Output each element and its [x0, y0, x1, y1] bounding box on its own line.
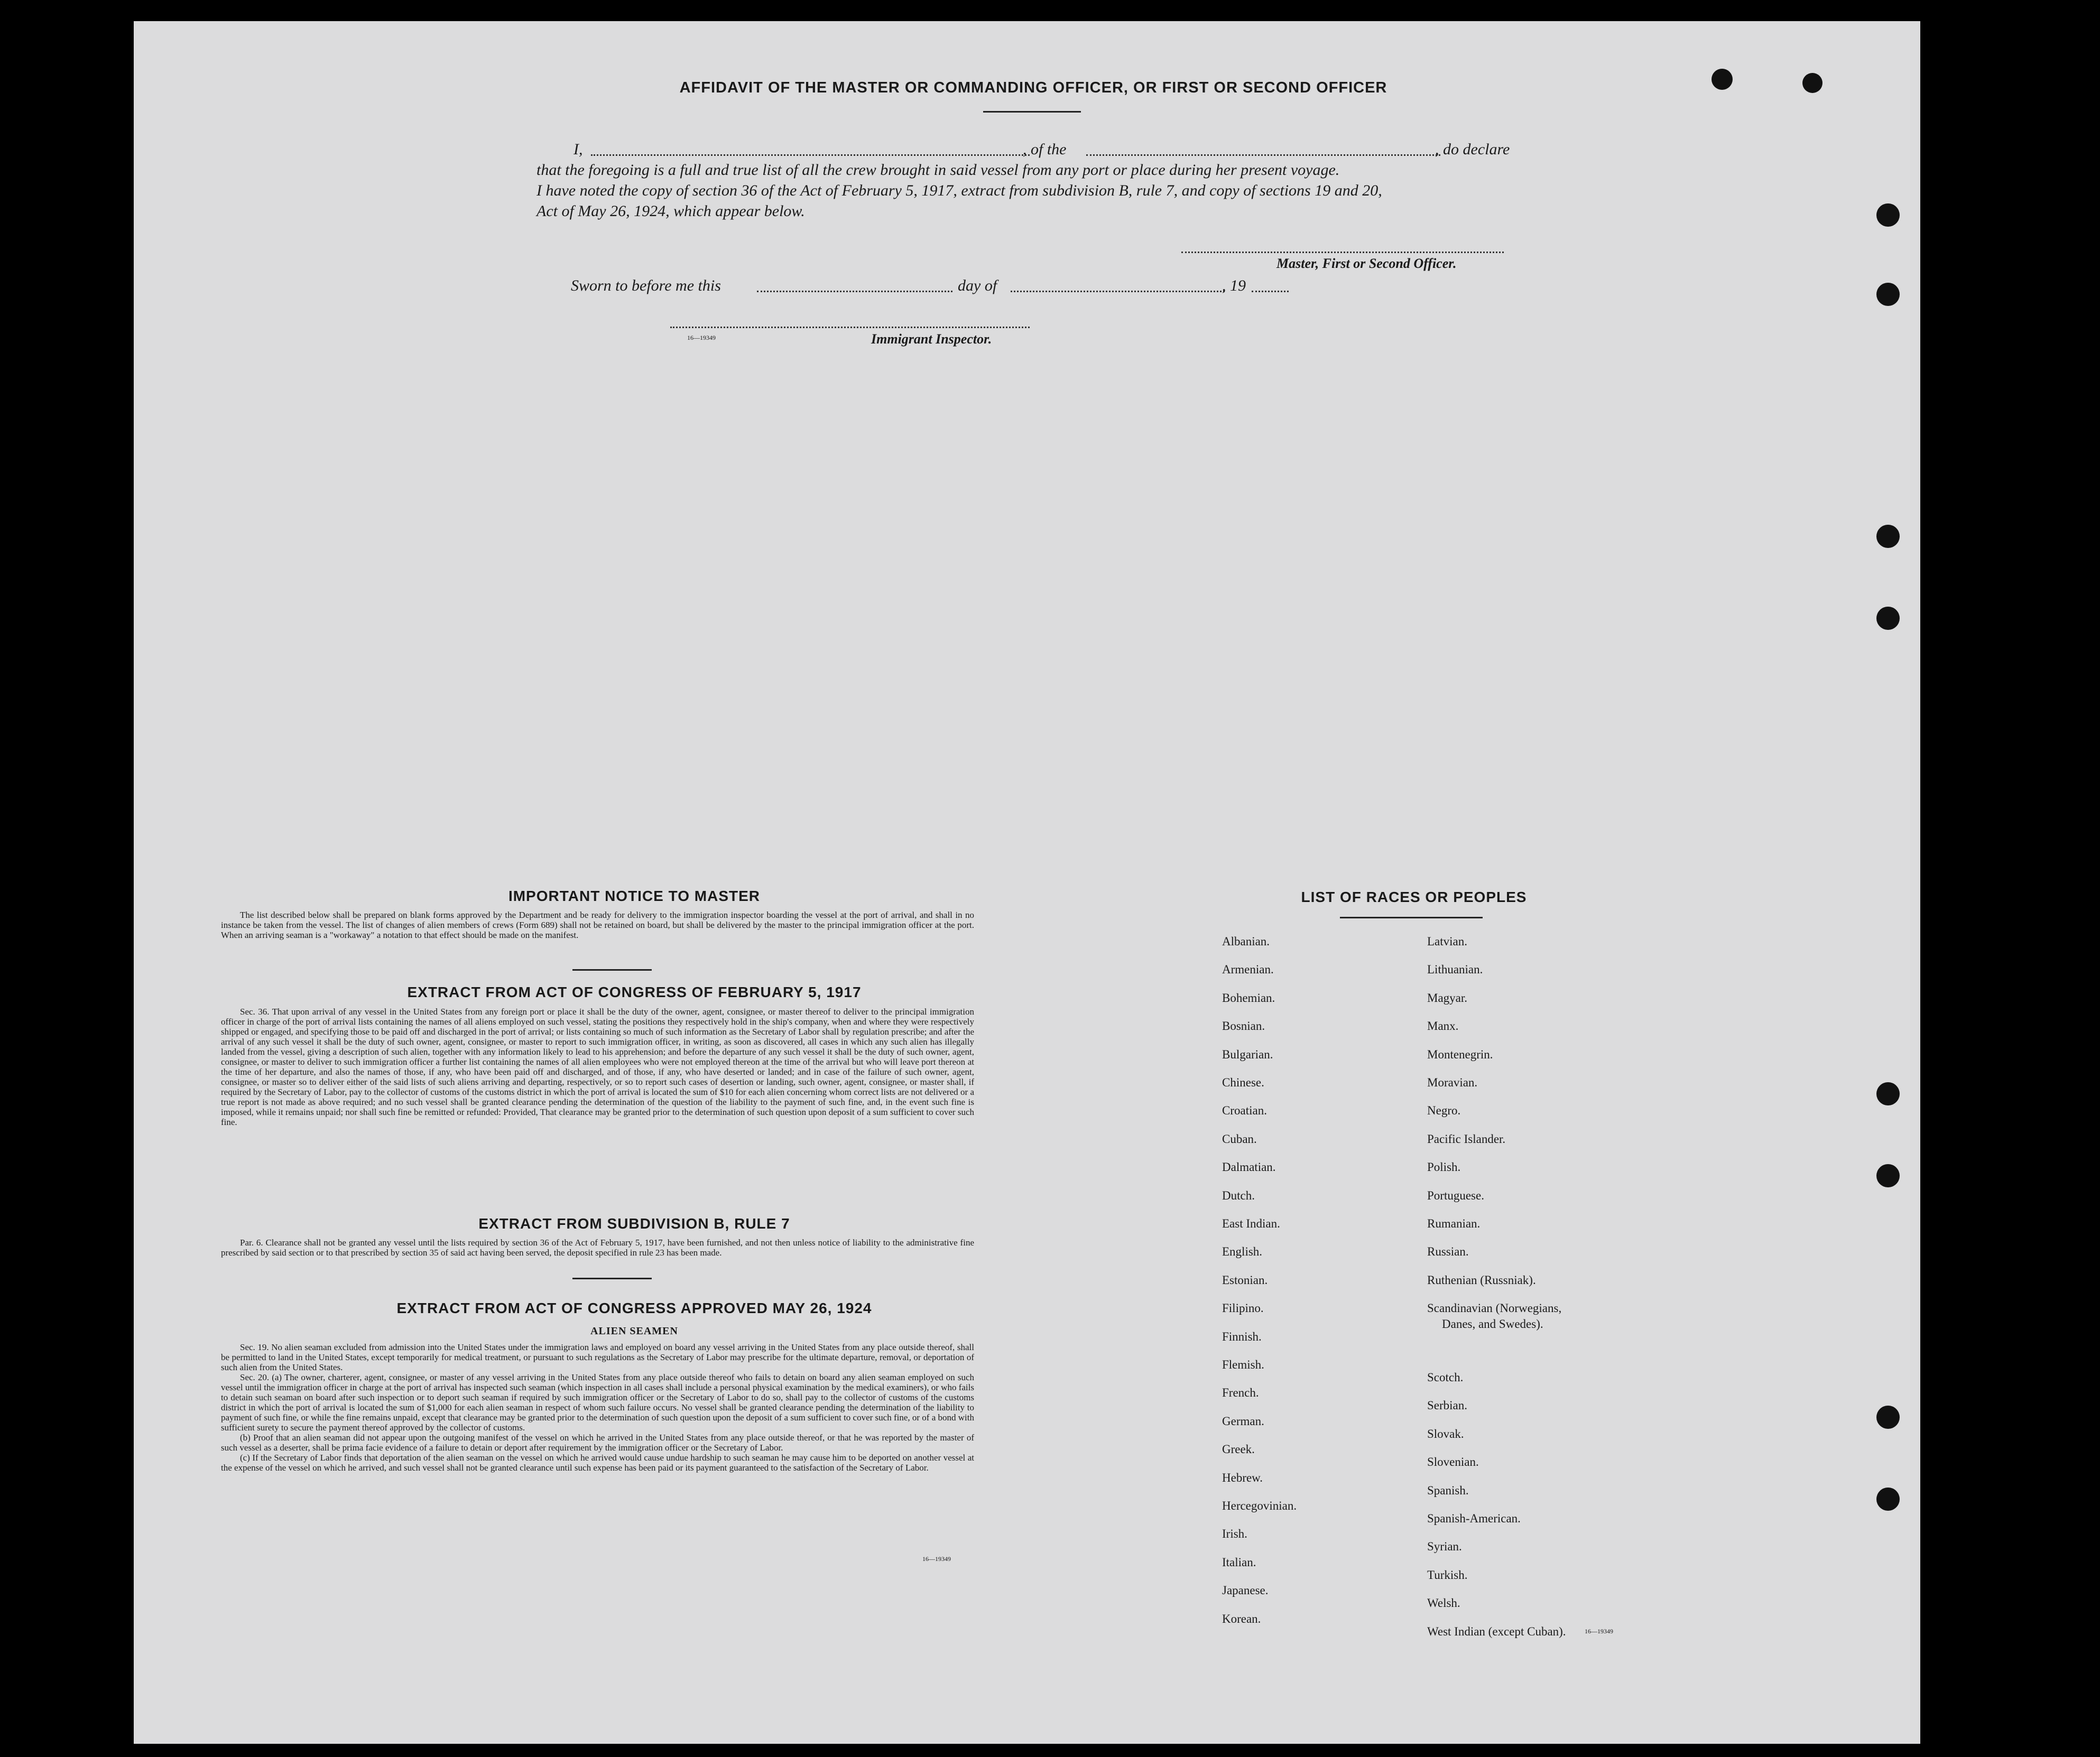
rule7-title: EXTRACT FROM SUBDIVISION B, RULE 7 [478, 1215, 790, 1232]
race-item: Pacific Islander. [1427, 1132, 1506, 1146]
race-item: Bohemian. [1222, 991, 1275, 1005]
race-item: Filipino. [1222, 1302, 1264, 1315]
race-item: Croatian. [1222, 1104, 1267, 1118]
year-line [1252, 291, 1289, 292]
race-item: Dalmatian. [1222, 1160, 1276, 1174]
master-label: Master, First or Second Officer. [1276, 256, 1457, 271]
affidavit-of-the: , of the [1023, 141, 1067, 158]
punch-hole [1876, 1164, 1900, 1187]
race-item: Russian. [1427, 1245, 1469, 1259]
sworn-month-line [1011, 291, 1225, 292]
race-item: Manx. [1427, 1019, 1459, 1033]
race-item: West Indian (except Cuban). [1427, 1624, 1566, 1638]
document-page [134, 21, 1920, 1744]
race-item: Lithuanian. [1427, 963, 1483, 977]
race-item: Welsh. [1427, 1596, 1460, 1610]
race-item: German. [1222, 1414, 1264, 1428]
race-item: Danes, and Swedes). [1442, 1317, 1543, 1331]
punch-hole [1876, 525, 1900, 548]
race-item: English. [1222, 1245, 1263, 1259]
rule7-body [221, 1238, 974, 1258]
affidavit-line-4: Act of May 26, 1924, which appear below. [536, 202, 805, 220]
notice-text: The list described below shall be prepared on blank forms approved by the Department and be ready for delivery to the immigration inspector boarding the vessel at the port of arrival, and shall in no instance be taken from the vessel. The list of changes of alien members of crews (Form 689) shall not be retained on board, but shall be delivered by the master to the principal immigration officer at the port. When an arriving seaman is a "workaway" a notation to that effect should be made on the manifest. [221, 910, 974, 940]
affidavit-i-label: I, [573, 141, 583, 158]
sec20b-text: (b) Proof that an alien seaman did not appear upon the outgoing manifest of the vessel on which he arrived in the United States from any place outside thereof, or that he was reported by the master of such vessel as a deserter, shall be prima facie evidence of a failure to detain or deport after requirement by the immigration officer or the Secretary of Labor. [221, 1433, 974, 1453]
divider [983, 111, 1081, 113]
race-item: Montenegrin. [1427, 1047, 1493, 1061]
race-item: Italian. [1222, 1555, 1256, 1569]
race-item: Slovenian. [1427, 1455, 1479, 1469]
affidavit-title: AFFIDAVIT OF THE MASTER OR COMMANDING OFFICER, OR FIRST OR SECOND OFFICER [679, 79, 1387, 96]
race-item: Spanish. [1427, 1483, 1469, 1497]
race-item: Serbian. [1427, 1399, 1468, 1412]
punch-hole [1802, 73, 1823, 93]
punch-hole [1876, 1082, 1900, 1105]
race-item: Chinese. [1222, 1076, 1264, 1089]
punch-hole [1712, 69, 1733, 90]
race-item: Korean. [1222, 1612, 1261, 1625]
race-item: East Indian. [1222, 1217, 1280, 1230]
race-item: Japanese. [1222, 1584, 1269, 1597]
punch-hole [1876, 283, 1900, 306]
inspector-signature-line [670, 327, 1030, 328]
race-item: Greek. [1222, 1443, 1255, 1456]
notice-body [221, 910, 974, 940]
inspector-label: Immigrant Inspector. [871, 331, 992, 347]
sworn-label: Sworn to before me this [571, 277, 721, 294]
affidavit-line-3: I have noted the copy of section 36 of the Act of February 5, 1917, extract from subdivision B, rule 7, and copy of sections 19 and 20, [536, 182, 1382, 199]
sec36-text: Sec. 36. That upon arrival of any vessel in the United States from any foreign port or place it shall be the duty of the owner, agent, consignee, or master thereof to deliver to the principal immigration officer in charge of the port of arrival lists containing the names of all aliens employed on such vessel, stating the positions they respectively hold in the ship's company, when and where they were respectively shipped or engaged, and specifying those to be paid off and discharged in the port of arrival; or lists containing so much of such information as the Secretary of Labor shall by regulation prescribe; and after the arrival of any such vessel it shall be the duty of such owner, agent, consignee, or master to report to such immigration officer, in writing, as soon as discovered, all cases in which any such alien has illegally landed from the vessel, giving a description of such alien, together with any information likely to lead to his apprehension; and before the departure of any such vessel it shall be the duty of such owner, agent, consignee, or master to deliver to such immigration officer a further list containing the names of all alien employees who were not employed thereon at the time of the arrival but who will leave port thereon at the time of her departure, and also the names of those, if any, who have been paid off and discharged, and of those, if any, who have deserted or landed; and in case of the failure of such owner, agent, consignee, or master so to deliver either of the said lists of such aliens arriving and departing, respectively, or so to report such cases of desertion or landing, such owner, agent, consignee, or master shall, if required by the Secretary of Labor, pay to the collector of customs of the customs district in which the port of arrival is located the sum of $10 for each alien concerning whom correct lists are not delivered or a true report is not made as above required; and no such vessel shall be granted clearance pending the determination of the question of the liability to the payment of such fine, and, in the event such fine is imposed, while it remains unpaid; nor shall such fine be remitted or refunded: Provided, That clearance may be granted prior to the determination of such question upon deposit of a sum sufficient to cover such fine. [221, 1007, 974, 1127]
race-item: Hercegovinian. [1222, 1499, 1297, 1512]
sec20c-text: (c) If the Secretary of Labor finds that deportation of the alien seaman on the vessel on which he arrived would cause undue hardship to such seaman he may cause him to be deported on another vessel at the expense of the vessel on which he arrived, and such vessel shall not be granted clearance until such expense has been paid or its payment guaranteed to the satisfaction of the Secretary of Labor. [221, 1453, 974, 1473]
race-item: Turkish. [1427, 1568, 1468, 1582]
rule7-text: Par. 6. Clearance shall not be granted any vessel until the lists required by section 36 of the Act of February 5, 1917, have been furnished, and not then unless notice of liability to the administrative fine prescribed by said section or to that prescribed by section 35 of said act having been served, the deposit specified in rule 23 has been made. [221, 1238, 974, 1258]
master-signature-line [1181, 252, 1504, 253]
race-item: Magyar. [1427, 991, 1468, 1005]
race-item: Moravian. [1427, 1076, 1478, 1089]
race-item: Spanish-American. [1427, 1512, 1521, 1525]
name-line [591, 154, 1030, 156]
race-item: Estonian. [1222, 1273, 1268, 1287]
race-item: Dutch. [1222, 1188, 1255, 1202]
race-item: Bosnian. [1222, 1019, 1265, 1033]
punch-hole [1876, 1488, 1900, 1511]
race-item: Polish. [1427, 1160, 1461, 1174]
race-item: Scotch. [1427, 1371, 1464, 1384]
affidavit-line-2: that the foregoing is a full and true list of all the crew brought in said vessel from any port or place during her present voyage. [536, 161, 1340, 179]
vessel-line [1086, 154, 1440, 156]
race-item: Scandinavian (Norwegians, [1427, 1302, 1562, 1315]
year-label: , 19 [1222, 277, 1246, 294]
punch-hole [1876, 203, 1900, 227]
extract-1924-subtitle: ALIEN SEAMEN [590, 1325, 678, 1337]
extract-1924-body [221, 1342, 974, 1473]
race-item: Hebrew. [1222, 1471, 1263, 1484]
form-number: 16—19349 [1585, 1628, 1613, 1635]
extract-1924-title: EXTRACT FROM ACT OF CONGRESS APPROVED MAY 26, 1924 [396, 1300, 872, 1316]
extract-1917-title: EXTRACT FROM ACT OF CONGRESS OF FEBRUARY 5, 1917 [407, 984, 862, 1000]
race-item: Irish. [1222, 1527, 1247, 1541]
race-item: Armenian. [1222, 963, 1274, 977]
race-item: French. [1222, 1386, 1259, 1400]
divider [572, 1278, 652, 1279]
sworn-day-line [757, 291, 952, 292]
race-item: Bulgarian. [1222, 1047, 1273, 1061]
sec20a-text: Sec. 20. (a) The owner, charterer, agent, consignee, or master of any vessel arriving in the United States from any place outside thereof who fails to detain on board any alien seaman employed on such vessel until the immigration officer in charge at the port of arrival has inspected such seaman (which inspection in all cases shall include a personal physical examination by the medical examiners), or who fails to detain such seaman on board after such inspection or to deport such seaman if required by such immigration officer or the Secretary of Labor to do so, shall pay to the collector of customs of the customs district in which the port of arrival is located the sum of $1,000 for each alien seaman in respect of whom such failure occurs. No vessel shall be granted clearance pending the determination of the liability to payment of such fine, or while the fine remains unpaid, except that clearance may be granted prior to the determination of such question upon the deposit of a sum sufficient to cover such fine, or of a bond with sufficient surety to secure the payment thereof approved by the collector of customs. [221, 1372, 974, 1433]
race-item: Latvian. [1427, 935, 1467, 948]
extract-1917-body [221, 1007, 974, 1127]
punch-hole [1876, 607, 1900, 630]
punch-hole [1876, 1406, 1900, 1429]
affidavit-do-declare: , do declare [1435, 141, 1510, 158]
race-item: Cuban. [1222, 1132, 1257, 1146]
divider [572, 969, 652, 971]
race-item: Rumanian. [1427, 1217, 1481, 1230]
form-number: 16—19349 [922, 1555, 951, 1563]
sec19-text: Sec. 19. No alien seaman excluded from admission into the United States under the immigration laws and employed on board any vessel arriving in the United States from any place outside thereof, shall be permitted to land in the United States, except temporarily for medical treatment, or pursuant to such regulations as the Secretary of Labor may prescribe for the ultimate departure, removal, or deportation of such alien from the United States. [221, 1342, 974, 1372]
race-item: Syrian. [1427, 1540, 1462, 1554]
races-title: LIST OF RACES OR PEOPLES [1301, 889, 1527, 905]
race-item: Albanian. [1222, 935, 1270, 948]
race-item: Portuguese. [1427, 1188, 1484, 1202]
divider [1340, 917, 1483, 918]
race-item: Negro. [1427, 1104, 1461, 1118]
race-item: Ruthenian (Russniak). [1427, 1273, 1536, 1287]
notice-title: IMPORTANT NOTICE TO MASTER [508, 888, 761, 904]
race-item: Finnish. [1222, 1330, 1262, 1343]
form-number: 16—19349 [687, 334, 716, 341]
race-item: Slovak. [1427, 1427, 1464, 1440]
race-item: Flemish. [1222, 1358, 1264, 1371]
day-of-label: day of [958, 277, 997, 294]
